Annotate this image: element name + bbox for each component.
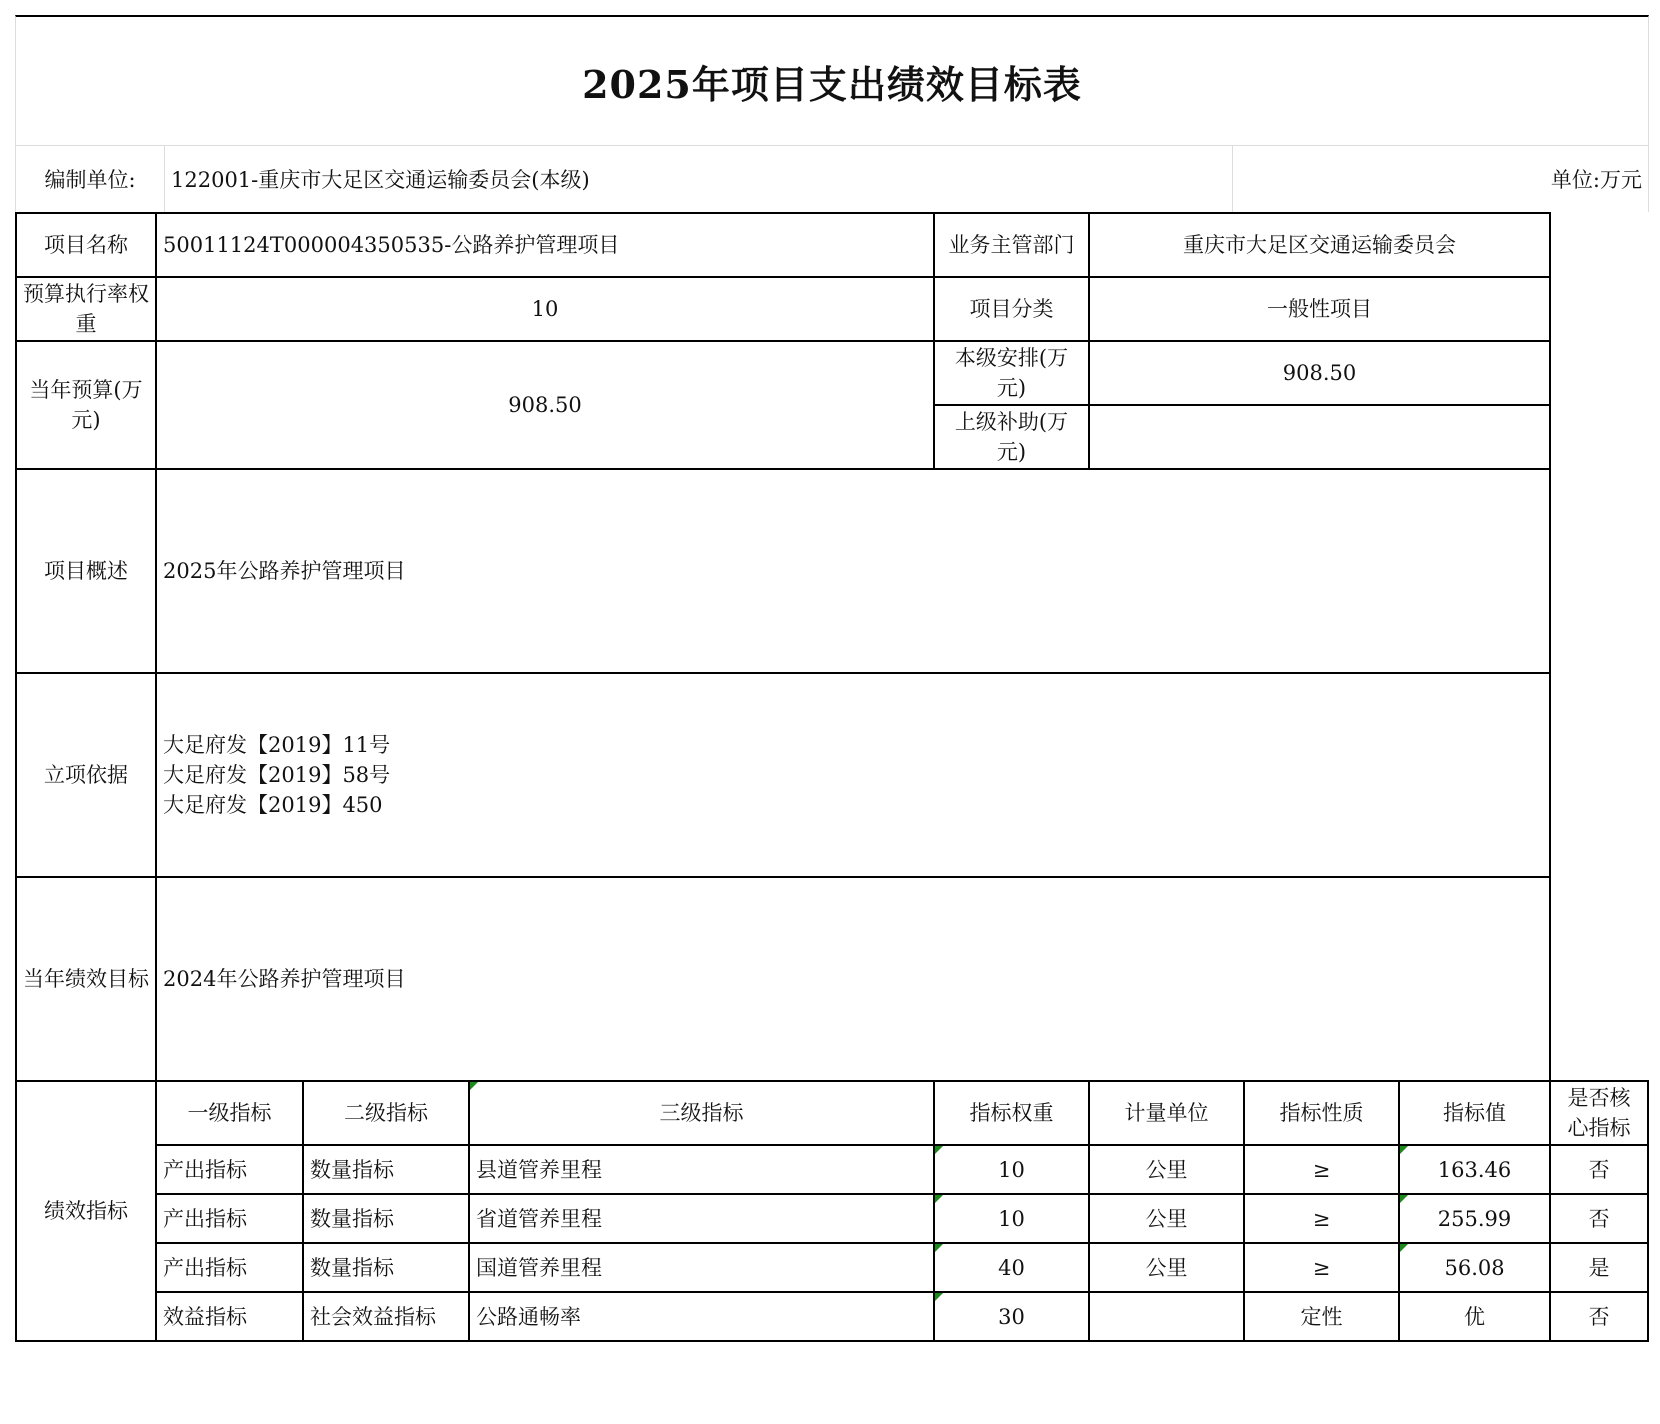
dept-value: 重庆市大足区交通运输委员会 — [1089, 213, 1550, 277]
cell-weight: 10 — [934, 1145, 1089, 1194]
cell-level2: 数量指标 — [303, 1145, 469, 1194]
cell-weight: 10 — [934, 1194, 1089, 1243]
subsidy-value — [1089, 405, 1550, 469]
cell-level3: 省道管养里程 — [469, 1194, 934, 1243]
cell-level1: 产出指标 — [156, 1243, 303, 1292]
cell-level3: 国道管养里程 — [469, 1243, 934, 1292]
cell-value: 优 — [1399, 1292, 1550, 1341]
overview-label: 项目概述 — [16, 469, 156, 673]
project-name-value: 50011124T000004350535-公路养护管理项目 — [156, 213, 934, 277]
cell-core: 否 — [1550, 1194, 1648, 1243]
cell-level1: 产出指标 — [156, 1145, 303, 1194]
unit-row — [15, 145, 1649, 212]
cell-level2: 数量指标 — [303, 1243, 469, 1292]
header-value: 指标值 — [1399, 1081, 1550, 1145]
basis-line: 大足府发【2019】11号 — [163, 733, 391, 757]
header-level3: 三级指标 — [469, 1081, 934, 1145]
category-label: 项目分类 — [934, 277, 1089, 341]
cell-level1: 效益指标 — [156, 1292, 303, 1341]
org-label: 编制单位: — [16, 146, 165, 212]
project-name-label: 项目名称 — [16, 213, 156, 277]
cell-nature: 定性 — [1244, 1292, 1399, 1341]
header-core: 是否核心指标 — [1550, 1081, 1648, 1145]
header-level1: 一级指标 — [156, 1081, 303, 1145]
goal-value: 2024年公路养护管理项目 — [156, 877, 1550, 1081]
cell-unit — [1089, 1292, 1244, 1341]
header-weight: 指标权重 — [934, 1081, 1089, 1145]
weight-value: 10 — [156, 277, 934, 341]
basis-value — [156, 673, 1550, 877]
cell-core: 是 — [1550, 1243, 1648, 1292]
title-row — [15, 15, 1649, 145]
performance-sheet — [15, 15, 1649, 1342]
info-table — [15, 212, 1649, 1342]
budget-label: 当年预算(万元) — [16, 341, 156, 469]
cell-weight: 40 — [934, 1243, 1089, 1292]
cell-level2: 数量指标 — [303, 1194, 469, 1243]
cell-value: 255.99 — [1399, 1194, 1550, 1243]
cell-level2: 社会效益指标 — [303, 1292, 469, 1341]
cell-unit: 公里 — [1089, 1194, 1244, 1243]
local-value: 908.50 — [1089, 341, 1550, 405]
indicators-label: 绩效指标 — [16, 1081, 156, 1341]
cell-level3: 公路通畅率 — [469, 1292, 934, 1341]
dept-label: 业务主管部门 — [934, 213, 1089, 277]
header-level2: 二级指标 — [303, 1081, 469, 1145]
unit-text: 单位:万元 — [1550, 168, 1642, 192]
subsidy-label: 上级补助(万元) — [934, 405, 1089, 469]
basis-label: 立项依据 — [16, 673, 156, 877]
cell-unit: 公里 — [1089, 1145, 1244, 1194]
overview-value: 2025年公路养护管理项目 — [156, 469, 1550, 673]
cell-level3: 县道管养里程 — [469, 1145, 934, 1194]
header-unit: 计量单位 — [1089, 1081, 1244, 1145]
cell-weight: 30 — [934, 1292, 1089, 1341]
table-row — [16, 1145, 1648, 1194]
goal-label: 当年绩效目标 — [16, 877, 156, 1081]
basis-line: 大足府发【2019】58号 — [163, 763, 391, 787]
page-title: 2025年项目支出绩效目标表 — [582, 61, 1082, 107]
budget-value: 908.50 — [156, 341, 934, 469]
cell-nature: ≥ — [1244, 1145, 1399, 1194]
cell-value: 163.46 — [1399, 1145, 1550, 1194]
table-row — [16, 1292, 1648, 1341]
cell-unit: 公里 — [1089, 1243, 1244, 1292]
table-row — [16, 1243, 1648, 1292]
weight-label: 预算执行率权重 — [16, 277, 156, 341]
cell-core: 否 — [1550, 1145, 1648, 1194]
basis-line: 大足府发【2019】450 — [163, 793, 383, 817]
org-value: 122001-重庆市大足区交通运输委员会(本级) — [165, 146, 1233, 212]
cell-core: 否 — [1550, 1292, 1648, 1341]
header-nature: 指标性质 — [1244, 1081, 1399, 1145]
cell-nature: ≥ — [1244, 1243, 1399, 1292]
cell-nature: ≥ — [1244, 1194, 1399, 1243]
category-value: 一般性项目 — [1089, 277, 1550, 341]
table-row — [16, 1194, 1648, 1243]
local-label: 本级安排(万元) — [934, 341, 1089, 405]
cell-level1: 产出指标 — [156, 1194, 303, 1243]
cell-value: 56.08 — [1399, 1243, 1550, 1292]
